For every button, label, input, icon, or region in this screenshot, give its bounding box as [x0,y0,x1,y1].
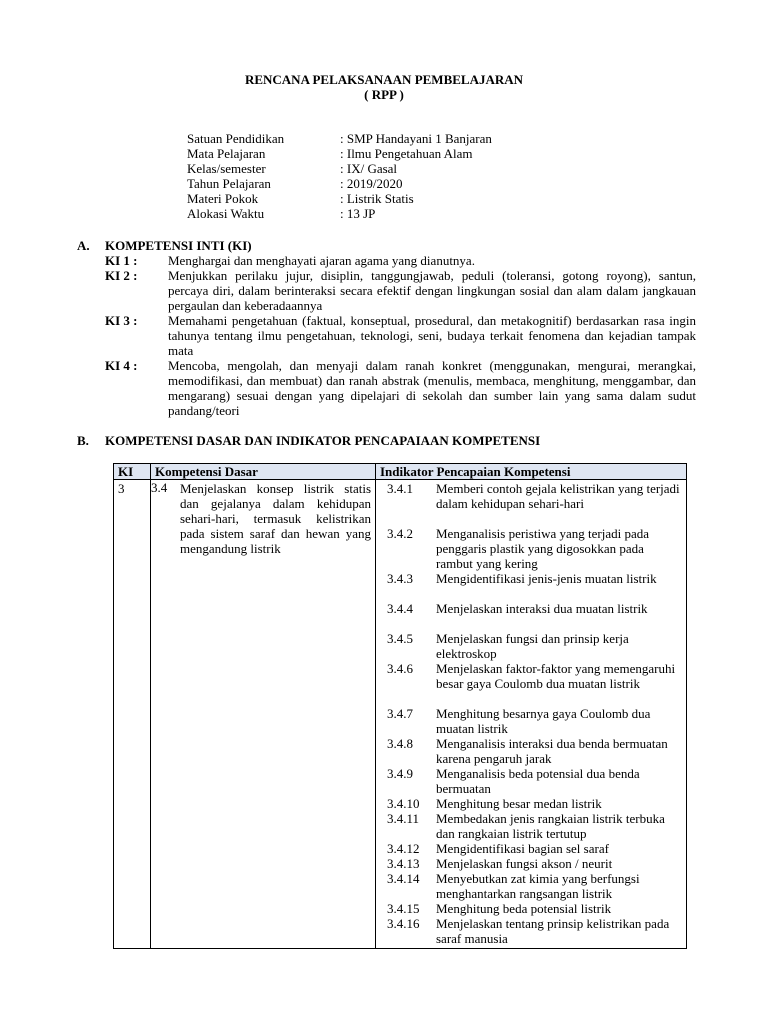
table-row [114,480,687,949]
indicator-number: 3.4.15 [387,901,420,916]
indicator-number: 3.4.10 [387,796,420,811]
kd-number: 3.4 [151,480,168,495]
indicator-number: 3.4.1 [387,481,413,496]
indicator-text: Menganalisis peristiwa yang terjadi pada penggaris plastik yang digosokkan pada rambut yang kering [436,526,649,571]
indicator-text: Menghitung besarnya gaya Coulomb dua muatan listrik [436,706,651,736]
section-a-heading [77,238,252,253]
indicator-number: 3.4.5 [387,631,413,646]
info-value: : Ilmu Pengetahuan Alam [340,146,473,161]
info-key: Tahun Pelajaran [187,176,271,191]
list-item [376,916,686,946]
title-line-1: RENCANA PELAKSANAAN PEMBELAJARAN [244,72,524,87]
indicator-text: Menghitung besar medan listrik [436,796,602,811]
header-ki: KI [114,464,151,480]
indicator-number: 3.4.14 [387,871,420,886]
section-a-title: KOMPETENSI INTI (KI) [105,238,252,253]
info-row [187,206,492,221]
indicator-number: 3.4.7 [387,706,413,721]
document-title [0,72,768,102]
info-key: Alokasi Waktu [187,206,265,221]
ki-4 [105,358,696,418]
indicator-number: 3.4.6 [387,661,413,676]
title-line-2: ( RPP ) [364,87,404,102]
kd-entry [151,480,375,556]
indicator-text: Menjelaskan fungsi dan prinsip kerja elektroskop [436,631,629,661]
identity-block [187,131,492,221]
list-item [376,901,686,916]
list-item [376,706,686,736]
list-item [376,481,686,526]
indicator-text: Menjelaskan interaksi dua muatan listrik [436,601,648,616]
ki-text: Menjukkan perilaku jujur, disiplin, tanggungjawab, peduli (toleransi, gotong royong), santun, percaya diri, dalam berinteraksi secara efektif dengan lingkungan sosial dan alam dalam jangkauan pergaulan dan keberadaannya [168,268,696,313]
info-key: Kelas/semester [187,161,266,176]
section-b-heading [77,433,540,448]
header-kd: Kompetensi Dasar [151,464,376,480]
info-row [187,176,492,191]
indicator-list [376,480,686,948]
ki-text: Mencoba, mengolah, dan menyaji dalam ranah konkret (menggunakan, mengurai, merangkai, memodifikasi, dan membuat) dan ranah abstrak (menulis, membaca, menghitung, menggambar, dan mengarang) sesuai dengan yang dipelajari di sekolah dan sumber lain yang sama dalam sudut pandang/teori [168,358,696,418]
indicator-number: 3.4.16 [387,916,420,931]
info-value: : SMP Handayani 1 Banjaran [340,131,492,146]
kd-text: Menjelaskan konsep listrik statis dan gejalanya dalam kehidupan sehari-hari, termasuk kelistrikan pada sistem saraf dan hewan yang mengandung listrik [180,481,371,556]
list-item [376,811,686,841]
list-item [376,571,686,601]
indicator-text: Menghitung beda potensial listrik [436,901,612,916]
ki-2 [105,268,696,313]
table-header-row [114,464,687,480]
indicator-text: Menganalisis beda potensial dua benda bermuatan [436,766,640,796]
indicator-number: 3.4.2 [387,526,413,541]
ki-text: Memahami pengetahuan (faktual, konseptual, prosedural, dan metakognitif) berdasarkan rasa ingin tahunya tentang ilmu pengetahuan, teknologi, seni, budaya terkait fenomena dan kejadian tampak mata [168,313,696,358]
info-row [187,146,492,161]
indicator-number: 3.4.4 [387,601,413,616]
indicator-text: Mengidentifikasi jenis-jenis muatan listrik [436,571,657,586]
indicator-number: 3.4.9 [387,766,413,781]
competency-table [113,463,687,949]
list-item [376,661,686,706]
info-key: Mata Pelajaran [187,146,266,161]
indicator-number: 3.4.11 [387,811,420,826]
ki-number: 3 [118,481,125,496]
indicator-text: Memberi contoh gejala kelistrikan yang terjadi dalam kehidupan sehari-hari [436,481,680,511]
info-value: : 2019/2020 [340,176,403,191]
indicator-number: 3.4.8 [387,736,413,751]
ki-label: KI 2 : [105,268,138,283]
info-value: : Listrik Statis [340,191,414,206]
section-b-number: B. [77,433,89,448]
section-b-title: KOMPETENSI DASAR DAN INDIKATOR PENCAPAIAAN KOMPETENSI [105,433,541,448]
header-indicator: Indikator Pencapaian Kompetensi [376,464,687,480]
list-item [376,856,686,871]
info-key: Materi Pokok [187,191,259,206]
ki-1 [105,253,696,268]
info-row [187,191,492,206]
indicator-text: Menganalisis interaksi dua benda bermuatan karena pengaruh jarak [436,736,668,766]
list-item [376,871,686,901]
info-value: : IX/ Gasal [340,161,398,176]
ki-text: Menghargai dan menghayati ajaran agama yang dianutnya. [168,253,475,268]
indicator-text: Menyebutkan zat kimia yang berfungsi menghantarkan rangsangan listrik [436,871,640,901]
list-item [376,796,686,811]
info-key: Satuan Pendidikan [187,131,285,146]
list-item [376,631,686,661]
indicator-text: Menjelaskan tentang prinsip kelistrikan pada saraf manusia [436,916,670,946]
ki-label: KI 3 : [105,313,138,328]
list-item [376,766,686,796]
info-value: : 13 JP [340,206,376,221]
ki-label: KI 4 : [105,358,138,373]
indicator-number: 3.4.12 [387,841,420,856]
list-item [376,736,686,766]
indicator-number: 3.4.13 [387,856,420,871]
indicator-text: Mengidentifikasi bagian sel saraf [436,841,609,856]
list-item [376,601,686,631]
list-item [376,526,686,571]
info-row [187,131,492,146]
ki-label: KI 1 : [105,253,138,268]
indicator-text: Menjelaskan fungsi akson / neurit [436,856,613,871]
indicator-number: 3.4.3 [387,571,413,586]
indicator-text: Membedakan jenis rangkaian listrik terbuka dan rangkaian listrik tertutup [436,811,665,841]
section-a-number: A. [77,238,90,253]
ki-3 [105,313,696,358]
indicator-text: Menjelaskan faktor-faktor yang memengaruhi besar gaya Coulomb dua muatan listrik [436,661,676,691]
info-row [187,161,492,176]
list-item [376,841,686,856]
